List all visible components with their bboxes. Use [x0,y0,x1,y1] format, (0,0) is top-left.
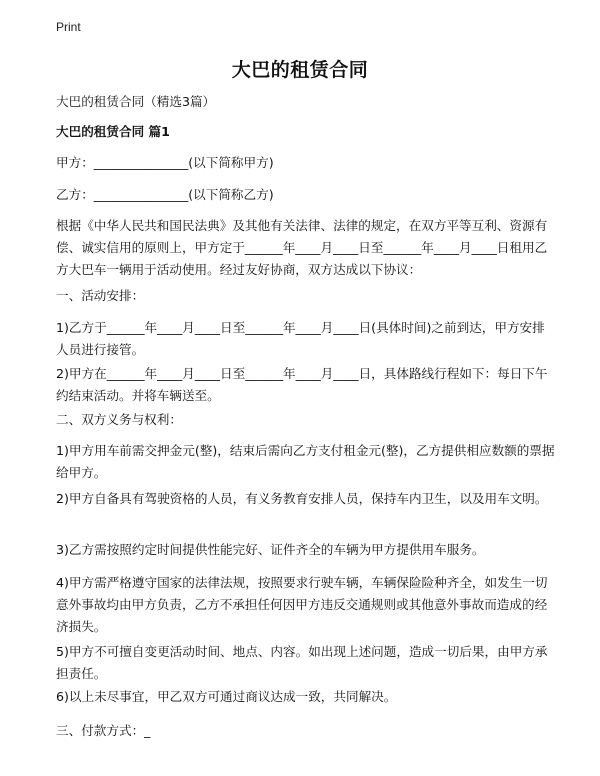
clause-2-5: 5)甲方不可擅自变更活动时间、地点、内容。如出现上述问题，造成一切后果，由甲方承担责任。 [56,644,548,681]
preamble-paragraph: 根据《中华人民共和国民法典》及其他有关法律、法律的规定，在双方平等互利、资源有偿、诚实信用的原则上，甲方定于______年____月____日至______年____月____日租用乙方大巴车一辆用于活动使用。经过友好协商，双方达成以下协议： [56,218,548,277]
clause-2-6: 6)以上未尽事宜，甲乙双方可通过商议达成一致，共同解决。 [56,689,397,704]
party-a-line: 甲方：_______________(以下简称甲方) [56,155,274,170]
print-label[interactable]: Print [56,20,81,34]
section-3-heading: 三、付款方式：_ [56,723,151,738]
party-b-line: 乙方：_______________(以下简称乙方) [56,187,274,202]
section-2-heading: 二、双方义务与权利： [56,412,182,427]
clause-2-3: 3)乙方需按照约定时间提供性能完好、证件齐全的车辆为甲方提供用车服务。 [56,542,485,557]
document-title: 大巴的租赁合同 [231,59,369,81]
clause-1-1: 1)乙方于______年____月____日至______年____月____日(具体时间)之前到达，甲方安排人员进行接管。 [56,320,545,357]
clause-2-4: 4)甲方需严格遵守国家的法律法规，按照要求行驶车辆，车辆保险险种齐全，如发生一切意外事故均由甲方负责，乙方不承担任何因甲方违反交通规则或其他意外事故而造成的经济损失。 [56,575,548,634]
clause-2-1: 1)甲方用车前需交押金元(整)，结束后需向乙方支付租金元(整)，乙方提供相应数额的票据给甲方。 [56,443,555,480]
section-1-heading: 一、活动安排： [56,288,145,303]
clause-1-2: 2)甲方在______年____月____日至______年____月____日，具体路线行程如下：每日下午约结束活动。并将车辆送至。 [56,366,548,403]
section-heading: 大巴的租赁合同 篇1 [56,124,170,139]
document-subtitle: 大巴的租赁合同（精选3篇） [56,94,216,109]
clause-2-2: 2)甲方自备具有驾驶资格的人员，有义务教育安排人员，保持车内卫生，以及用车文明。 [56,491,548,506]
